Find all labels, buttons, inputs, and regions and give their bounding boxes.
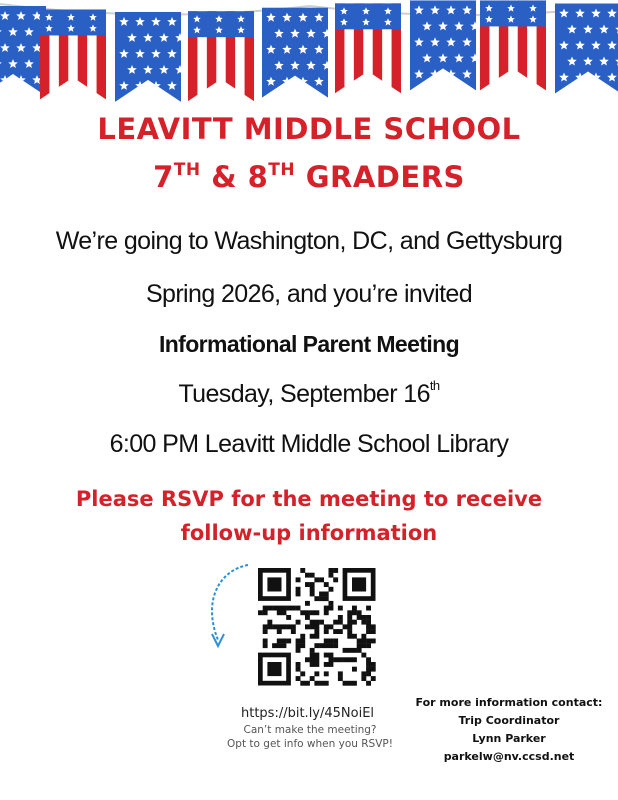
invite-line: Spring 2026, and you’re invited	[145, 280, 473, 308]
rsvp-short-link[interactable]: https://bit.ly/45NoiEl	[241, 706, 375, 721]
graders-word: GRADERS	[305, 160, 465, 194]
bunting-flag	[40, 9, 107, 99]
contact-email[interactable]: parkelw@nv.ccsd.net	[443, 750, 575, 763]
curved-arrow-icon	[212, 565, 248, 640]
bunting-flag	[335, 3, 402, 93]
contact-heading: For more information contact:	[415, 696, 603, 709]
trip-line: We’re going to Washington, DC, and Gettysburg	[55, 227, 563, 255]
bunting-flag	[410, 0, 480, 90]
contact-role: Trip Coordinator	[458, 714, 560, 727]
qr-graphic	[200, 560, 400, 700]
meeting-title: Informational Parent Meeting	[158, 331, 460, 357]
patriotic-bunting-banner	[0, 0, 618, 110]
rsvp-line-2: follow-up information	[180, 521, 438, 545]
meeting-time-place: 6:00 PM Leavitt Middle School Library	[109, 430, 509, 458]
meeting-date	[0, 378, 618, 409]
grade-seven-suffix: TH	[173, 160, 201, 180]
arrow-head-icon	[212, 634, 224, 646]
ampersand: &	[211, 160, 237, 194]
grade-eight-suffix: TH	[268, 160, 296, 180]
opt-in-note-line-2: Opt to get info when you RSVP!	[227, 738, 393, 750]
bunting-flag	[480, 0, 547, 90]
grade-eight: 8	[247, 160, 269, 194]
meeting-date-suffix: th	[429, 378, 440, 393]
contact-block	[404, 694, 614, 766]
bunting-flag	[115, 12, 185, 102]
contact-name: Lynn Parker	[472, 732, 546, 745]
grade-seven: 7	[153, 160, 174, 194]
rsvp-line-1: Please RSVP for the meeting to receive	[75, 487, 543, 511]
school-name-heading: LEAVITT MIDDLE SCHOOL	[97, 112, 521, 146]
bunting-flag	[555, 3, 618, 93]
bunting-flag	[262, 8, 332, 98]
qr-code	[258, 568, 376, 686]
grades-heading	[0, 160, 618, 194]
meeting-date-text: Tuesday, September 16	[178, 380, 430, 408]
opt-in-note-line-1: Can’t make the meeting?	[243, 724, 377, 736]
bunting-flag	[188, 11, 255, 101]
opt-in-note	[220, 723, 400, 751]
